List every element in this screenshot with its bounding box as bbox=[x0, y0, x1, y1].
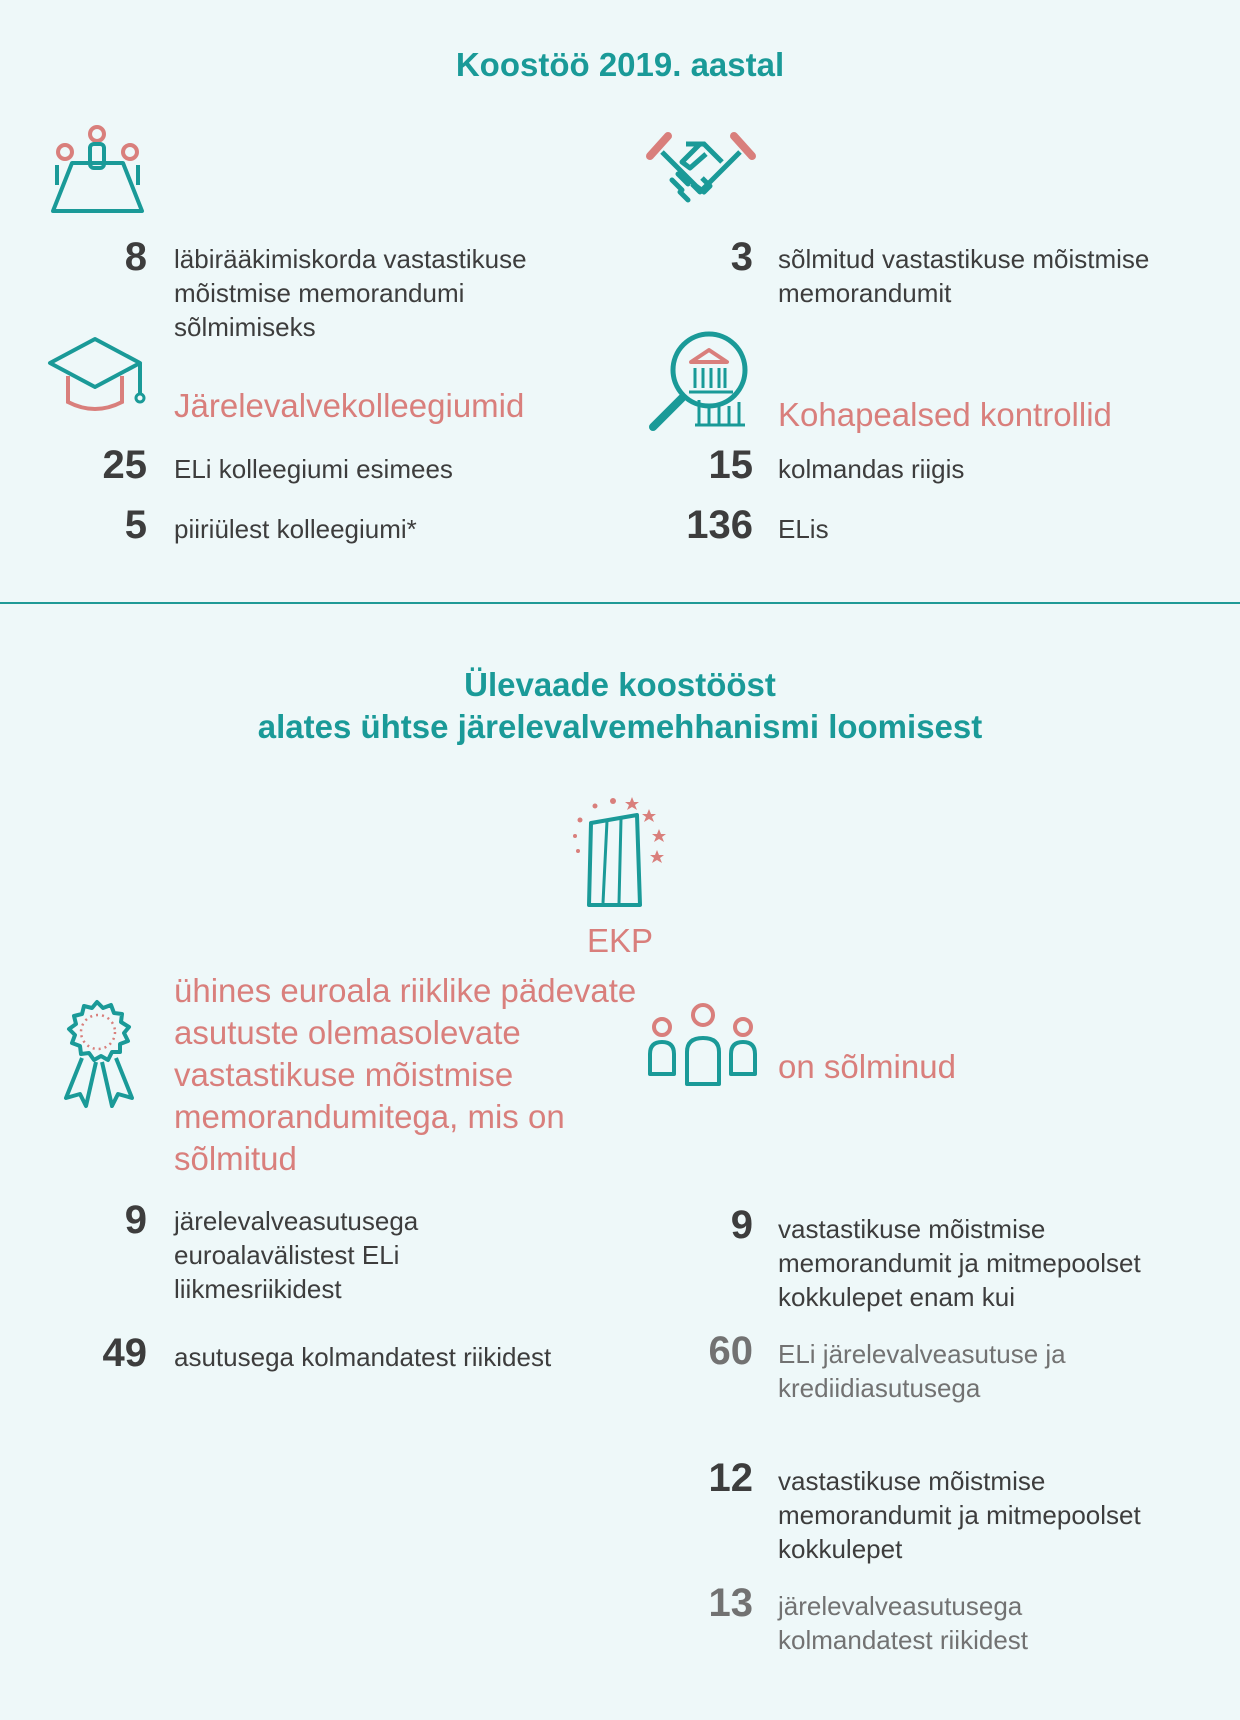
joins-heading: ühines euroala riiklike pädevate asutuste olemasolevate vastastikuse mõistmise memorandumitega, mis on sõlmitud bbox=[174, 972, 637, 1177]
concluded-third-country-text: järelevalveasutusega kolmandatest riikidest bbox=[778, 1591, 1028, 1655]
inspections-third-country-number: 15 bbox=[708, 443, 753, 487]
joins-non-euro-text: järelevalveasutusega euroalavälistest ELi liikmesriikidest bbox=[174, 1206, 419, 1304]
concluded-agreements-number: 12 bbox=[708, 1456, 753, 1500]
concluded-eu-authorities-text: ELi järelevalveasutuse ja krediidiasutusega bbox=[778, 1339, 1066, 1403]
inspections-third-country-text: kolmandas riigis bbox=[778, 454, 965, 484]
ecb-label: EKP bbox=[586, 922, 654, 959]
cross-border-colleges-text: piiriülest kolleegiumi* bbox=[174, 514, 417, 544]
meeting-table-icon bbox=[50, 125, 145, 215]
magnifier-bank-icon bbox=[647, 328, 755, 436]
inspections-heading: Kohapealsed kontrollid bbox=[778, 396, 1112, 433]
concluded-agreements-text: vastastikuse mõistmise memorandumit ja mitmepoolset kokkulepet bbox=[778, 1466, 1141, 1564]
concluded-mou-number: 9 bbox=[730, 1203, 753, 1247]
concluded-mou-text: vastastikuse mõistmise memorandumit ja mitmepoolset kokkulepet enam kui bbox=[778, 1214, 1141, 1312]
people-group-icon bbox=[647, 1002, 759, 1088]
negotiations-text: läbirääkimiskorda vastastikuse mõistmise memorandumi sõlmimiseks bbox=[174, 244, 527, 342]
concluded-eu-authorities-number: 60 bbox=[708, 1329, 753, 1373]
section-title-overview-line2: alates ühtse järelevalvemehhanismi loomisest bbox=[257, 708, 983, 745]
colleges-chair-number: 25 bbox=[102, 443, 147, 487]
inspections-eu-number: 136 bbox=[686, 503, 753, 547]
section-divider bbox=[0, 602, 1240, 604]
section-title-2019: Koostöö 2019. aastal bbox=[455, 46, 785, 83]
joins-non-euro-number: 9 bbox=[124, 1198, 147, 1242]
colleges-chair-text: ELi kolleegiumi esimees bbox=[174, 454, 453, 484]
joins-third-country-text: asutusega kolmandatest riikidest bbox=[174, 1342, 552, 1372]
signed-number: 3 bbox=[730, 235, 753, 279]
section-title-overview-line1: Ülevaade koostööst bbox=[464, 666, 776, 703]
concluded-third-country-number: 13 bbox=[708, 1581, 753, 1625]
negotiations-number: 8 bbox=[124, 235, 147, 279]
graduation-cap-icon bbox=[48, 336, 148, 426]
signed-text: sõlmitud vastastikuse mõistmise memorandumit bbox=[778, 244, 1150, 308]
colleges-heading: Järelevalvekolleegiumid bbox=[174, 387, 525, 424]
concluded-heading: on sõlminud bbox=[778, 1048, 956, 1085]
handshake-icon bbox=[648, 128, 754, 212]
ecb-tower-icon bbox=[565, 795, 675, 910]
joins-third-country-number: 49 bbox=[102, 1331, 147, 1375]
inspections-eu-text: ELis bbox=[778, 514, 829, 544]
award-ribbon-icon bbox=[58, 1000, 136, 1110]
cross-border-colleges-number: 5 bbox=[124, 503, 147, 547]
